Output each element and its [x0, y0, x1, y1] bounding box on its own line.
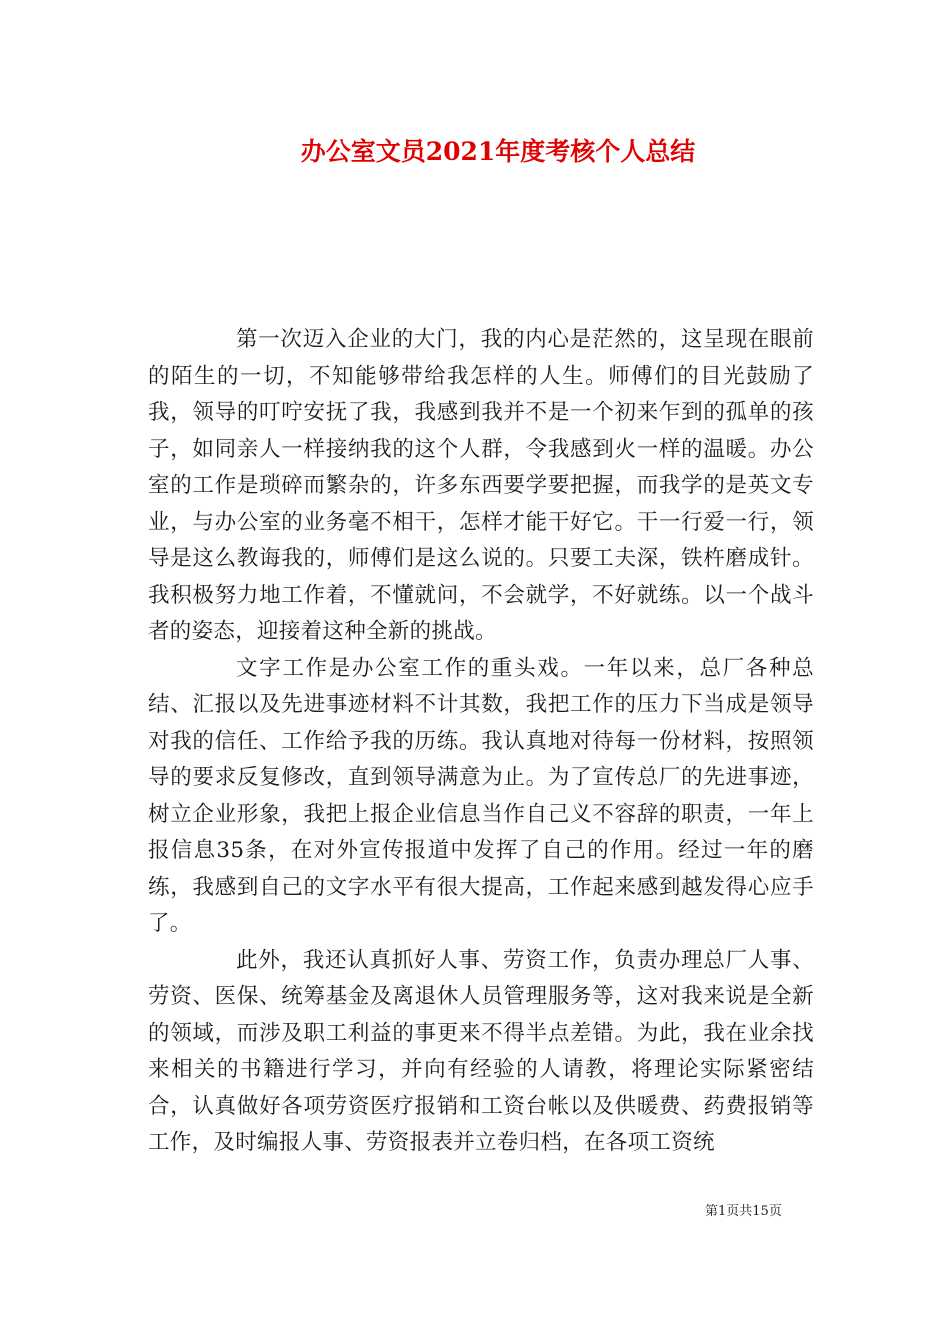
paragraph-1: 第一次迈入企业的大门，我的内心是茫然的，这呈现在眼前的陌生的一切，不知能够带给我怎样的人生。师傅们的目光鼓励了我，领导的叮咛安抚了我，我感到我并不是一个初来乍到的孤单的孩子，如同亲人一样接纳我的这个人群，令我感到火一样的温暖。办公室的工作是琐碎而繁杂的，许多东西要学要把握，而我学的是英文专业，与办公室的业务毫不相干，怎样才能干好它。干一行爱一行，领导是这么教诲我的，师傅们是这么说的。只要工夫深，铁杵磨成针。我积极努力地工作着，不懂就问，不会就学，不好就练。以一个战斗者的姿态，迎接着这种全新的挑战。 — [148, 327, 814, 644]
paragraph-3: 此外，我还认真抓好人事、劳资工作，负责办理总厂人事、劳资、医保、统筹基金及离退休人员管理服务等，这对我来说是全新的领域，而涉及职工利益的事更来不得半点差错。为此，我在业余找来相关的书籍进行学习，并向有经验的人请教，将理论实际紧密结合，认真做好各项劳资医疗报销和工资台帐以及供暖费、药费报销等工作，及时编报人事、劳资报表并立卷归档，在各项工资统 — [148, 947, 814, 1155]
page-number-footer: 第1页共15页 — [705, 1204, 782, 1219]
paragraph-2: 文字工作是办公室工作的重头戏。一年以来，总厂各种总结、汇报以及先进事迹材料不计其数，我把工作的压力下当成是领导对我的信任、工作给予我的历练。我认真地对待每一份材料，按照领导的要求反复修改，直到领导满意为止。为了宣传总厂的先进事迹，树立企业形象，我把上报企业信息当作自己义不容辞的职责，一年上报信息35条，在对外宣传报道中发挥了自己的作用。经过一年的磨练，我感到自己的文字水平有很大提高，工作起来感到越发得心应手了。 — [148, 655, 814, 936]
document-body — [148, 322, 814, 1162]
document-title: 办公室文员2021年度考核个人总结 — [300, 137, 696, 166]
